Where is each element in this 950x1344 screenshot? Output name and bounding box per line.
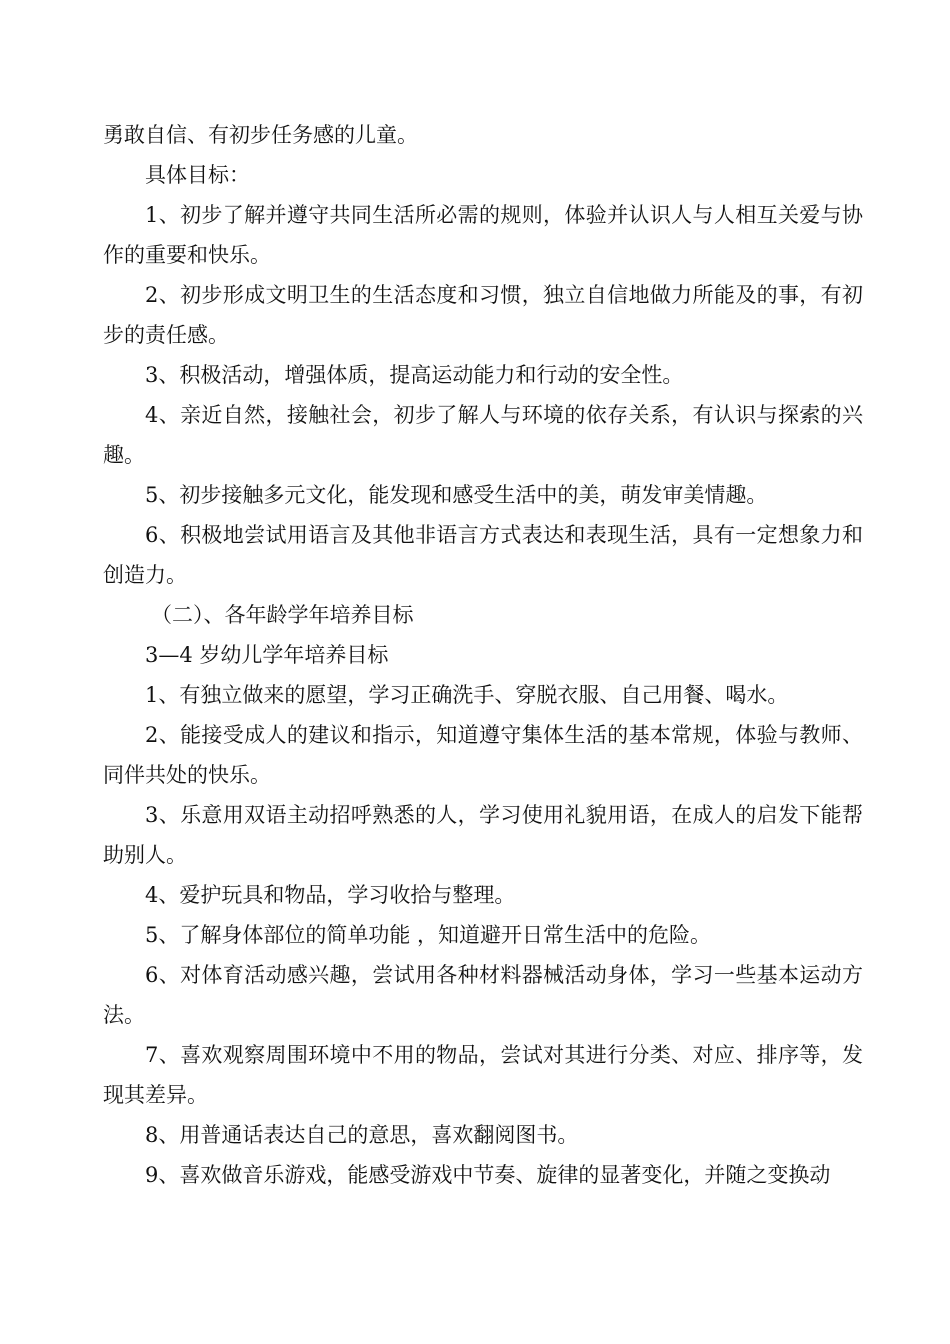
age-goal-2: 2、能接受成人的建议和指示，知道遵守集体生活的基本常规，体验与教师、同伴共处的快乐。 — [103, 723, 863, 787]
document-body — [103, 115, 863, 1195]
age-goal-3: 3、乐意用双语主动招呼熟悉的人，学习使用礼貌用语，在成人的启发下能帮助别人。 — [103, 803, 863, 867]
continuation-line: 勇敢自信、有初步任务感的儿童。 — [103, 123, 418, 147]
age-goal-7: 7、喜欢观察周围环境中不用的物品，尝试对其进行分类、对应、排序等，发现其差异。 — [103, 1043, 863, 1107]
age-goal-8: 8、用普通话表达自己的意思，喜欢翻阅图书。 — [145, 1123, 579, 1147]
age-group-heading: 3—4 岁幼儿学年培养目标 — [145, 643, 389, 667]
specific-goal-6: 6、积极地尝试用语言及其他非语言方式表达和表现生活，具有一定想象力和创造力。 — [103, 523, 863, 587]
specific-goals-heading: 具体目标： — [145, 163, 250, 187]
age-goal-6: 6、对体育活动感兴趣，尝试用各种材料器械活动身体，学习一些基本运动方法。 — [103, 963, 863, 1027]
specific-goal-5: 5、初步接触多元文化，能发现和感受生活中的美，萌发审美情趣。 — [145, 483, 768, 507]
specific-goal-3: 3、积极活动，增强体质，提高运动能力和行动的安全性。 — [145, 363, 684, 387]
section-heading: （二）、各年龄学年培养目标 — [151, 603, 414, 627]
specific-goal-4: 4、亲近自然，接触社会，初步了解人与环境的依存关系，有认识与探索的兴趣。 — [103, 403, 863, 467]
specific-goal-1: 1、初步了解并遵守共同生活所必需的规则，体验并认识人与人相互关爱与协作的重要和快乐。 — [103, 203, 863, 267]
age-goal-9: 9、喜欢做音乐游戏，能感受游戏中节奏、旋律的显著变化，并随之变换动 — [145, 1163, 831, 1187]
age-goal-5: 5、了解身体部位的简单功能 ，知道避开日常生活中的危险。 — [145, 923, 712, 947]
specific-goal-2: 2、初步形成文明卫生的生活态度和习惯，独立自信地做力所能及的事，有初步的责任感。 — [103, 283, 863, 347]
age-goal-1: 1、有独立做来的愿望，学习正确洗手、穿脱衣服、自己用餐、喝水。 — [145, 683, 789, 707]
age-goal-4: 4、爱护玩具和物品，学习收拾与整理。 — [145, 883, 516, 907]
